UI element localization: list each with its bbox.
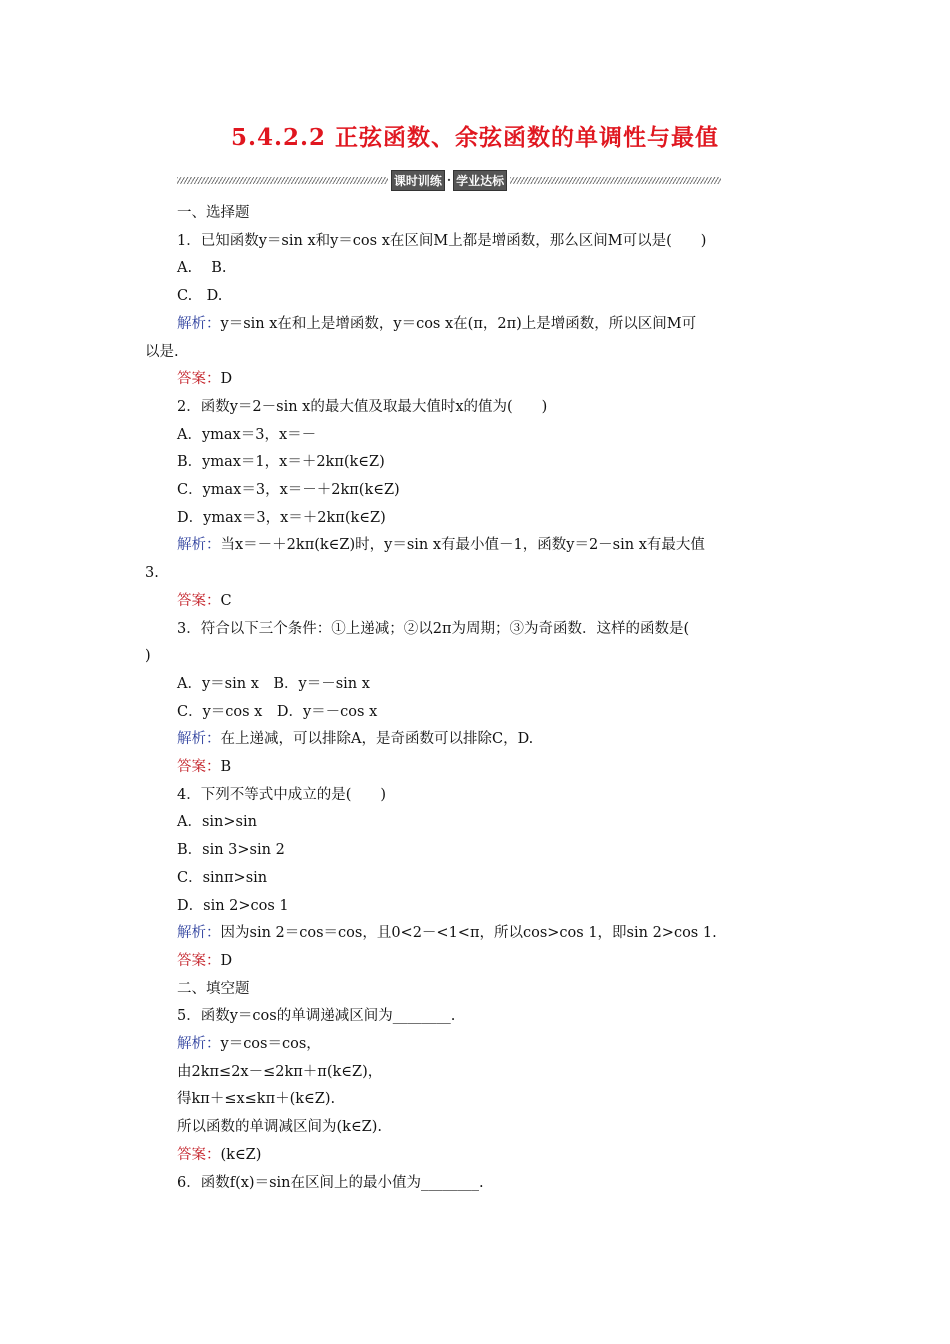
line-text: 因为sin 2＝cos＝cos，且0<2－<1<π，所以cos>cos 1，即sin 2>cos 1.: [220, 925, 717, 942]
line-text: (k∈Z): [220, 1146, 262, 1163]
line-text: B．sin 3>sin 2: [177, 842, 285, 859]
analysis-label: 解析：: [177, 315, 221, 332]
text-line: [177, 254, 226, 282]
text-line: [177, 504, 386, 532]
answer-line: [177, 947, 232, 975]
line-text: y＝sin x在和上是增函数，y＝cos x在(π，2π)上是增函数，所以区间M可: [220, 315, 697, 332]
line-text: 3．符合以下三个条件：①上递减；②以2π为周期；③为奇函数．这样的函数是(: [177, 620, 690, 637]
text-line: [177, 615, 689, 643]
banner-hatch-left: [177, 177, 388, 184]
text-line: [177, 421, 316, 449]
analysis-label: 解析：: [177, 1036, 221, 1052]
line-text: C．ymax＝3，x＝－＋2kπ(k∈Z): [177, 482, 400, 498]
banner-separator: ·: [446, 173, 452, 187]
line-text: A．y＝sin x B．y＝－sin x: [177, 675, 370, 692]
text-line: [177, 1085, 335, 1113]
page-title: 5.4.2.2 正弦函数、余弦函数的单调性与最值: [230, 124, 720, 151]
line-text: D: [220, 952, 233, 969]
line-text: 在上递减，可以排除A，是奇函数可以排除C，D.: [220, 731, 534, 748]
text-line: [177, 448, 385, 476]
answer-line: [177, 753, 231, 781]
line-text: C: [220, 592, 232, 609]
answer-line: [177, 365, 232, 393]
line-text: B．ymax＝1，x＝＋2kπ(k∈Z): [177, 454, 385, 471]
line-text: 6．函数f(x)＝sin在区间上的最小值为________.: [177, 1174, 484, 1191]
line-text: 得kπ＋≤x≤kπ＋(k∈Z).: [177, 1091, 336, 1108]
line-text: 所以函数的单调减区间为(k∈Z).: [177, 1119, 383, 1136]
analysis-line: [177, 919, 717, 947]
text-line: [177, 808, 257, 836]
answer-label: 答案：: [177, 592, 221, 609]
line-text: 2．函数y＝2－sin x的最大值及取最大值时x的值为( ): [177, 398, 548, 415]
text-line: [177, 836, 285, 864]
text-line: [145, 642, 151, 670]
line-text: D: [220, 371, 233, 388]
text-line: [177, 892, 289, 920]
analysis-line: [177, 725, 533, 753]
text-line: [177, 282, 222, 310]
answer-label: 答案：: [177, 371, 221, 388]
line-text: 一、选择题: [177, 205, 250, 221]
line-text: A．sin>sin: [177, 814, 257, 831]
line-text: ): [145, 648, 151, 665]
banner-tag-right: 学业达标: [453, 170, 507, 191]
line-text: 当x＝－＋2kπ(k∈Z)时，y＝sin x有最小值－1，函数y＝2－sin x有最大值: [220, 537, 705, 554]
banner-tags: [391, 170, 507, 191]
analysis-label: 解析：: [177, 731, 221, 748]
text-line: [177, 227, 706, 255]
analysis-line: [177, 310, 696, 338]
answer-label: 答案：: [177, 759, 221, 775]
line-text: C．y＝cos x D．y＝－cos x: [177, 703, 378, 720]
text-line: [177, 698, 377, 726]
text-line: [177, 864, 267, 892]
line-text: C. D.: [177, 288, 223, 305]
banner-tag-left: 课时训练: [391, 170, 445, 191]
text-line: [177, 781, 386, 809]
answer-label: 答案：: [177, 1146, 221, 1163]
banner-hatch-right: [510, 177, 721, 184]
text-line: [177, 670, 370, 698]
line-text: C．sinπ>sin: [177, 869, 268, 886]
text-line: [145, 338, 179, 366]
line-text: 以是.: [145, 343, 179, 360]
text-line: [177, 199, 250, 227]
line-text: 3.: [145, 565, 159, 582]
text-line: [177, 1169, 484, 1197]
section-banner: [177, 171, 721, 189]
answer-line: [177, 1141, 261, 1169]
line-text: D．sin 2>cos 1: [177, 897, 289, 914]
text-line: [177, 1058, 382, 1086]
line-text: y＝cos＝cos，: [220, 1036, 321, 1052]
line-text: A．ymax＝3，x＝－: [177, 426, 317, 443]
text-line: [145, 559, 159, 587]
text-line: [177, 975, 250, 1003]
line-text: 5．函数y＝cos的单调递减区间为________.: [177, 1008, 456, 1025]
analysis-line: [177, 531, 705, 559]
text-line: [177, 1113, 382, 1141]
answer-line: [177, 587, 232, 615]
text-line: [177, 476, 400, 504]
answer-label: 答案：: [177, 952, 221, 969]
analysis-line: [177, 1030, 321, 1058]
text-line: [177, 1002, 455, 1030]
line-text: B: [220, 759, 232, 775]
analysis-label: 解析：: [177, 925, 221, 942]
line-text: 二、填空题: [177, 980, 250, 997]
line-text: 由2kπ≤2x－≤2kπ＋π(k∈Z)，: [177, 1063, 383, 1080]
text-line: [177, 393, 547, 421]
line-text: A. B.: [177, 260, 227, 277]
line-text: 1．已知函数y＝sin x和y＝cos x在区间M上都是增函数，那么区间M可以是( ): [177, 232, 707, 249]
line-text: 4．下列不等式中成立的是( ): [177, 786, 387, 803]
analysis-label: 解析：: [177, 537, 221, 554]
line-text: D．ymax＝3，x＝＋2kπ(k∈Z): [177, 509, 386, 526]
